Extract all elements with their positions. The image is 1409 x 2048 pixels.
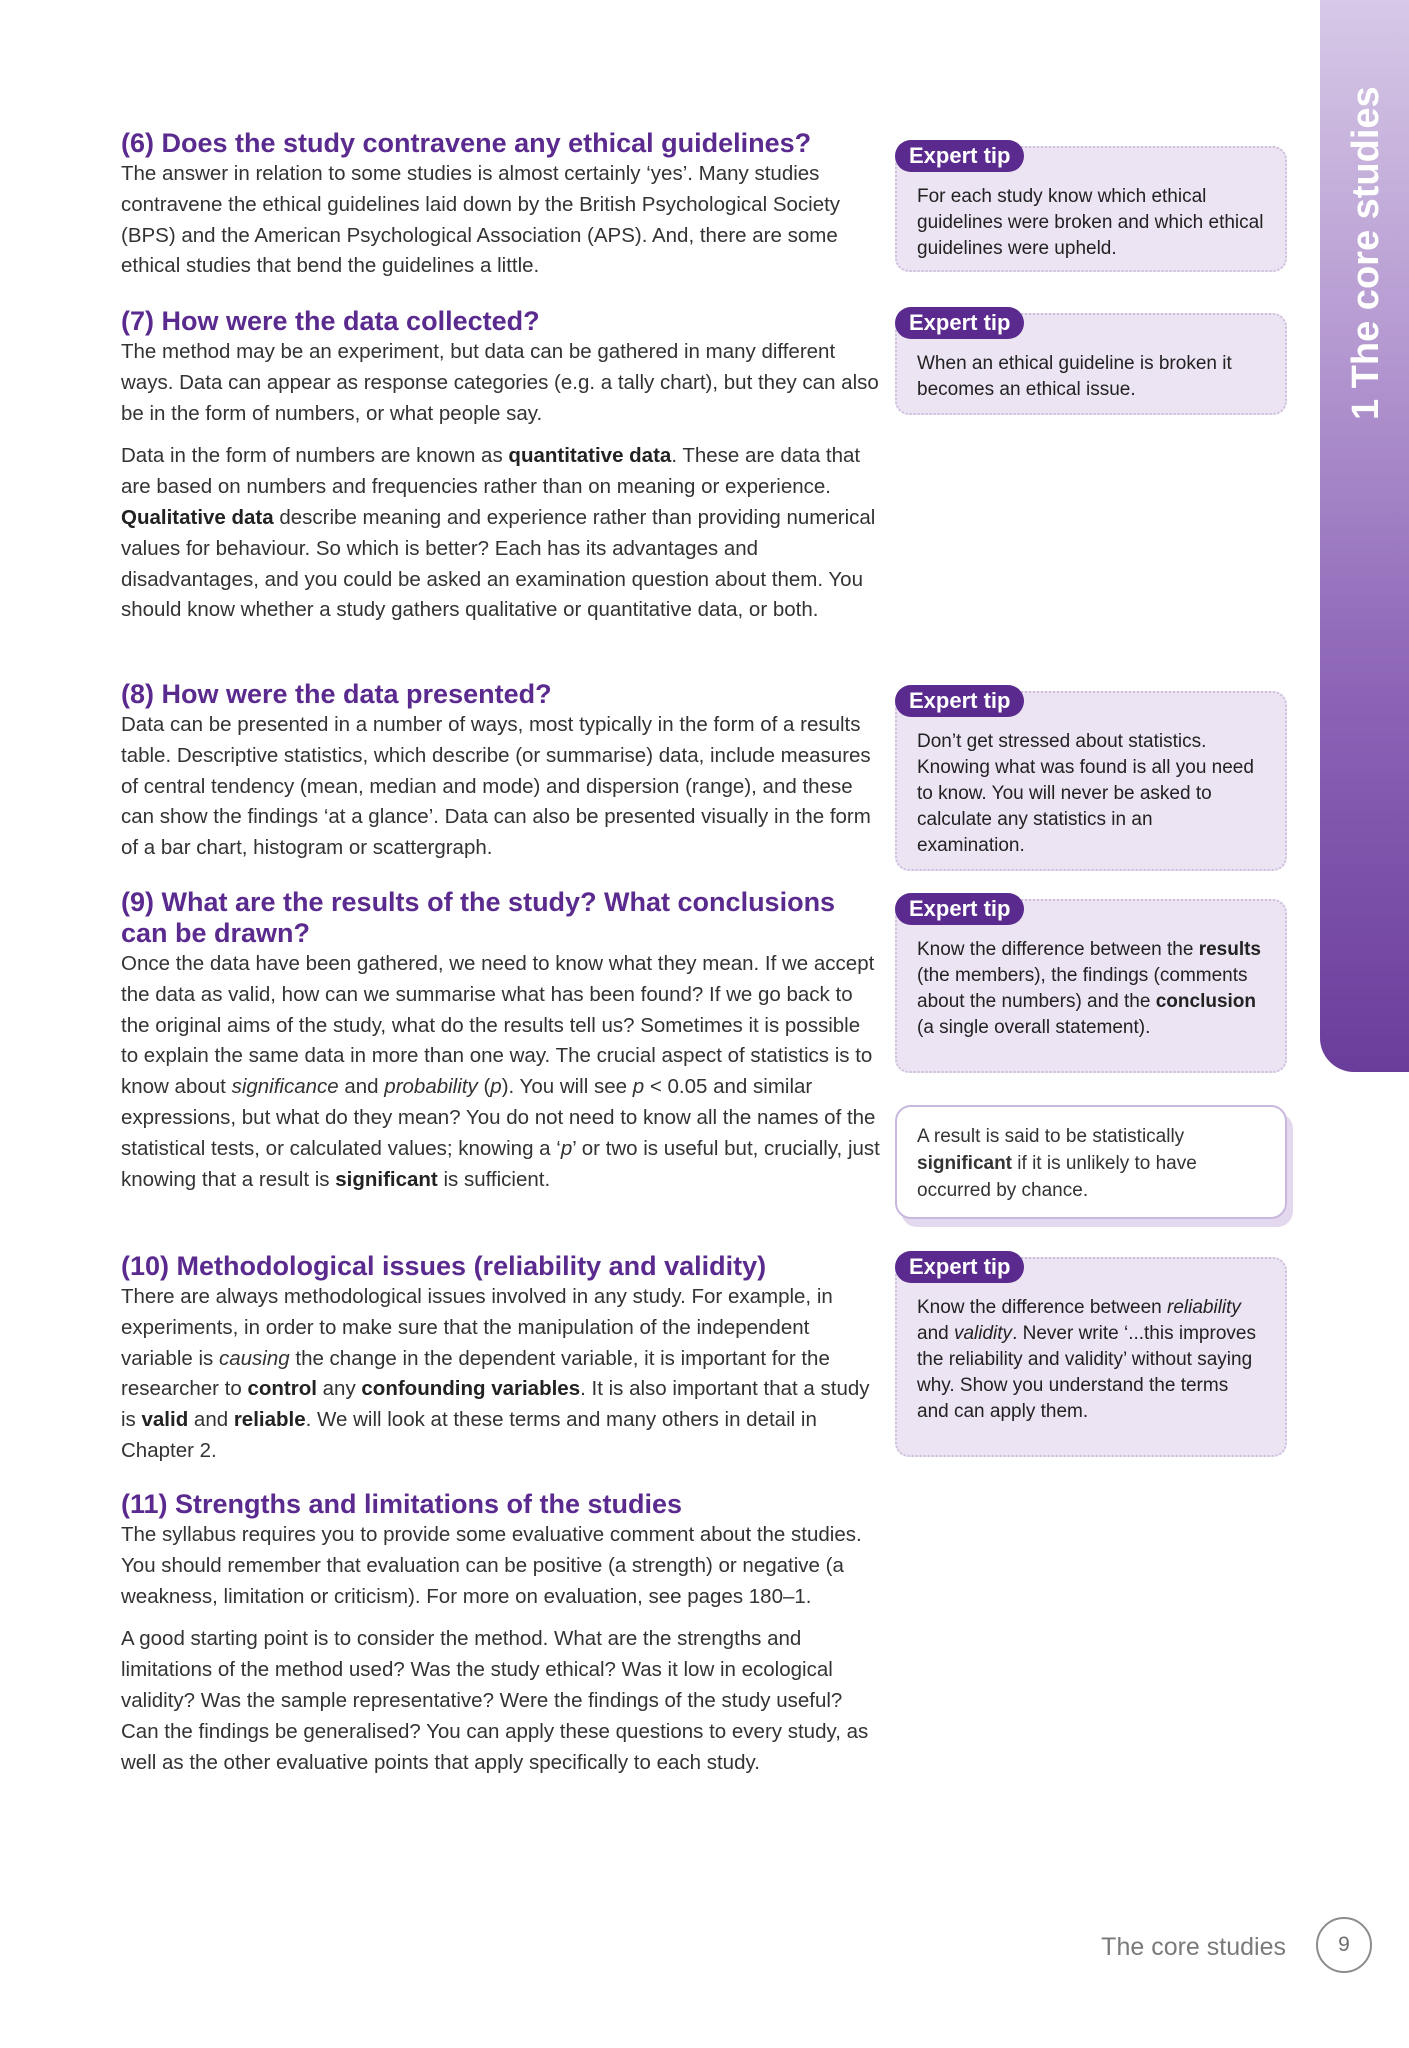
expert-tip-5-text: Know the difference between reliability and validity. Never write ‘...this improves the reliability and validity’ without saying why. Show you understand the terms and can apply them. bbox=[917, 1297, 1256, 1422]
term-qualitative-data: Qualitative data bbox=[121, 505, 274, 529]
term-quantitative-data: quantitative data bbox=[508, 444, 672, 468]
expert-tip-label: Expert tip bbox=[895, 685, 1024, 717]
section-9 bbox=[121, 887, 881, 1195]
page-number: 9 bbox=[1316, 1917, 1372, 1973]
section-11-paragraph-1: The syllabus requires you to provide some evaluative comment about the studies. You should remember that evaluation can be positive (a strength) or negative (a weakness, limitation or criticism). For more on evaluation, see pages 180–1. bbox=[121, 1523, 862, 1608]
section-10-paragraph: There are always methodological issues involved in any study. For example, in experiments, in order to make sure that the manipulation of the independent variable is causing the change in the dependent variable, it is important for the researcher to control any confounding variables. It is also important that a study is valid and reliable. We will look at these terms and many others in detail in Chapter 2. bbox=[121, 1285, 870, 1462]
section-11-heading: (11) Strengths and limitations of the studies bbox=[121, 1489, 683, 1519]
expert-tip-label: Expert tip bbox=[895, 307, 1024, 339]
section-6-heading: (6) Does the study contravene any ethical guidelines? bbox=[121, 128, 812, 158]
section-11-paragraph-2: A good starting point is to consider the method. What are the strengths and limitations of the method used? Was the study ethical? Was it low in ecological validity? Was the sample representative? Were the findings of the study useful? Can the findings be generalised? You can apply these questions to every study, as well as the other evaluative points that apply specifically to each study. bbox=[121, 1627, 869, 1774]
section-6-paragraph: The answer in relation to some studies is almost certainly ‘yes’. Many studies contravene the ethical guidelines laid down by the British Psychological Society (BPS) and the American Psychological Association (APS). And, there are some ethical studies that bend the guidelines a little. bbox=[121, 162, 841, 278]
section-7-paragraph-1: The method may be an experiment, but data can be gathered in many different ways. Data can appear as response categories (e.g. a tally chart), but they can also be in the form of numbers, or what people say. bbox=[121, 340, 879, 425]
expert-tip-label: Expert tip bbox=[895, 1251, 1024, 1283]
term-significant: significant bbox=[335, 1167, 438, 1191]
definition-box: A result is said to be statistically significant if it is unlikely to have occurred by chance. bbox=[895, 1105, 1287, 1219]
section-10 bbox=[121, 1251, 881, 1467]
expert-tip-2-text: When an ethical guideline is broken it becomes an ethical issue. bbox=[917, 353, 1232, 400]
section-8-heading: (8) How were the data presented? bbox=[121, 679, 552, 709]
running-footer: The core studies bbox=[1101, 1933, 1286, 1961]
expert-tip-3-text: Don’t get stressed about statistics. Knowing what was found is all you need to know. You will never be asked to calculate any statistics in an examination. bbox=[917, 731, 1254, 856]
section-7-heading: (7) How were the data collected? bbox=[121, 306, 540, 336]
chapter-tab-title: 1 The core studies bbox=[1345, 86, 1387, 420]
expert-tip-1-text: For each study know which ethical guidelines were broken and which ethical guidelines were upheld. bbox=[917, 186, 1264, 259]
section-6 bbox=[121, 128, 881, 282]
definition-term: significant bbox=[917, 1153, 1013, 1174]
expert-tip-label: Expert tip bbox=[895, 893, 1024, 925]
section-10-heading: (10) Methodological issues (reliability and validity) bbox=[121, 1251, 767, 1281]
section-8 bbox=[121, 679, 881, 864]
section-9-paragraph: Once the data have been gathered, we need to know what they mean. If we accept the data as valid, how can we summarise what has been found? If we go back to the original aims of the study, what do the results tell us? Sometimes it is possible to explain the same data in more than one way. The crucial aspect of statistics is to know about significance and probability (p). You will see p < 0.05 and similar expressions, but what do they mean? You do not need to know all the names of the statistical tests, or calculated values; knowing a ‘p’ or two is useful but, crucially, just knowing that a result is significant is sufficient. bbox=[121, 952, 880, 1191]
section-7 bbox=[121, 306, 881, 626]
expert-tip-label: Expert tip bbox=[895, 140, 1024, 172]
section-9-heading: (9) What are the results of the study? What conclusions can be drawn? bbox=[121, 887, 836, 948]
expert-tip-4-text: Know the difference between the results (the members), the findings (comments about the numbers) and the conclusion (a single overall statement). bbox=[917, 939, 1261, 1038]
section-7-paragraph-2: Data in the form of numbers are known as quantitative data. These are data that are based on numbers and frequencies rather than on meaning or experience. Qualitative data describe meaning and experience rather than providing numerical values for behaviour. So which is better? Each has its advantages and disadvantages, and you could be asked an examination question about them. You should know whether a study gathers qualitative or quantitative data, or both. bbox=[121, 444, 876, 622]
section-8-paragraph: Data can be presented in a number of ways, most typically in the form of a results table. Descriptive statistics, which describe (or summarise) data, include measures of central tendency (mean, median and mode) and dispersion (range), and these can show the findings ‘at a glance’. Data can also be presented visually in the form of a bar chart, histogram or scattergraph. bbox=[121, 713, 871, 860]
chapter-tab bbox=[1320, 0, 1409, 1072]
section-11 bbox=[121, 1489, 881, 1778]
